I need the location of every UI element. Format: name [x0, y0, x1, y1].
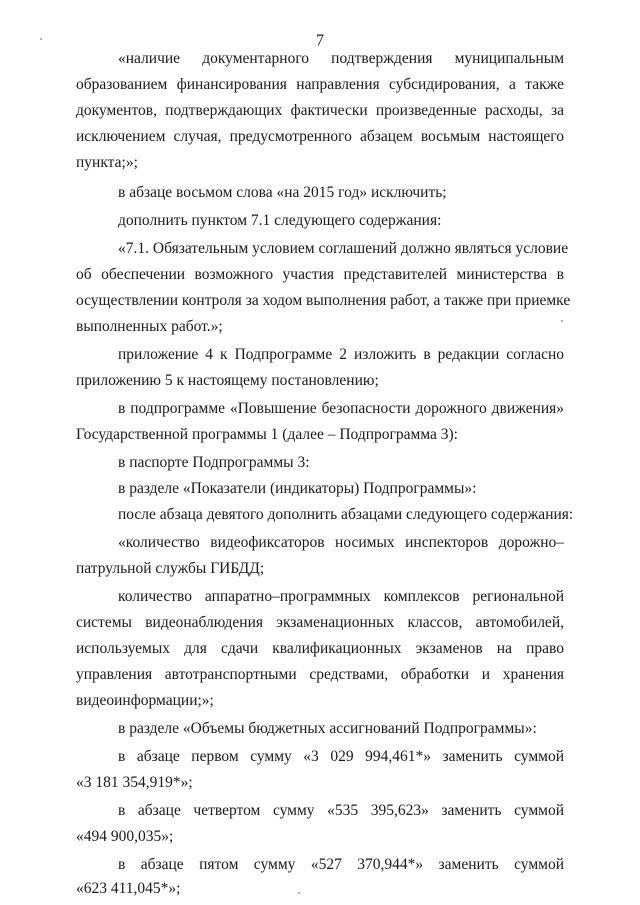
text-line: об обеспечении возможного участия представителей министерства в	[76, 266, 564, 283]
text-line: управления автотранспортными средствами, обработки и хранения	[76, 666, 564, 683]
text-line: «7.1. Обязательным условием соглашений должно являться условие	[118, 240, 569, 257]
text-line: патрульной службы ГИБДД;	[76, 560, 265, 577]
text-line: образованием финансирования направления субсидирования, а также	[76, 76, 564, 93]
text-line: количество аппаратно–программных комплексов региональной	[118, 588, 564, 605]
text-line: Государственной программы 1 (далее – Подпрограмма 3):	[76, 426, 458, 443]
text-line: видеоинформации;»;	[76, 692, 214, 709]
text-line: в разделе «Показатели (индикаторы) Подпрограммы»:	[118, 480, 477, 497]
text-line: приложение 4 к Подпрограмме 2 изложить в редакции согласно	[118, 346, 564, 363]
text-line: осуществлении контроля за ходом выполнения работ, а также при приемке	[76, 292, 571, 309]
text-line: в абзаце восьмом слова «на 2015 год» исключить;	[118, 184, 447, 201]
text-line: после абзаца девятого дополнить абзацами следующего содержания:	[118, 506, 574, 523]
text-line: в абзаце пятом сумму «527 370,944*» заменить суммой	[118, 856, 564, 873]
text-line: в абзаце четвертом сумму «535 395,623» заменить суммой	[118, 802, 564, 819]
text-line: в подпрограмме «Повышение безопасности дорожного движения»	[118, 400, 564, 417]
scan-speck	[298, 892, 300, 894]
text-line: документов, подтверждающих фактически произведенные расходы, за	[76, 102, 564, 119]
text-line: в паспорте Подпрограммы 3:	[118, 454, 310, 471]
scan-speck	[561, 320, 563, 322]
page-number: 7	[316, 32, 324, 49]
text-line: используемых для сдачи квалификационных экзаменов на право	[76, 640, 564, 657]
text-line: «494 900,035»;	[76, 828, 174, 845]
text-line: в разделе «Объемы бюджетных ассигнований Подпрограммы»:	[118, 720, 537, 737]
text-line: «3 181 354,919*»;	[76, 774, 193, 791]
text-line: «623 411,045*»;	[76, 880, 181, 897]
scan-speck	[40, 38, 42, 40]
text-line: выполненных работ.»;	[76, 318, 223, 335]
text-line: в абзаце первом сумму «3 029 994,461*» заменить суммой	[118, 748, 564, 765]
text-line: приложению 5 к настоящему постановлению;	[76, 372, 379, 389]
text-line: исключением случая, предусмотренного абзацем восьмым настоящего	[76, 128, 564, 145]
text-line: пункта;»;	[76, 154, 138, 171]
text-line: системы видеонаблюдения экзаменационных классов, автомобилей,	[76, 614, 564, 631]
text-line: дополнить пунктом 7.1 следующего содержания:	[118, 212, 442, 229]
text-line: «количество видеофиксаторов носимых инспекторов дорожно–	[118, 534, 564, 551]
text-line: «наличие документарного подтверждения муниципальным	[118, 50, 564, 67]
